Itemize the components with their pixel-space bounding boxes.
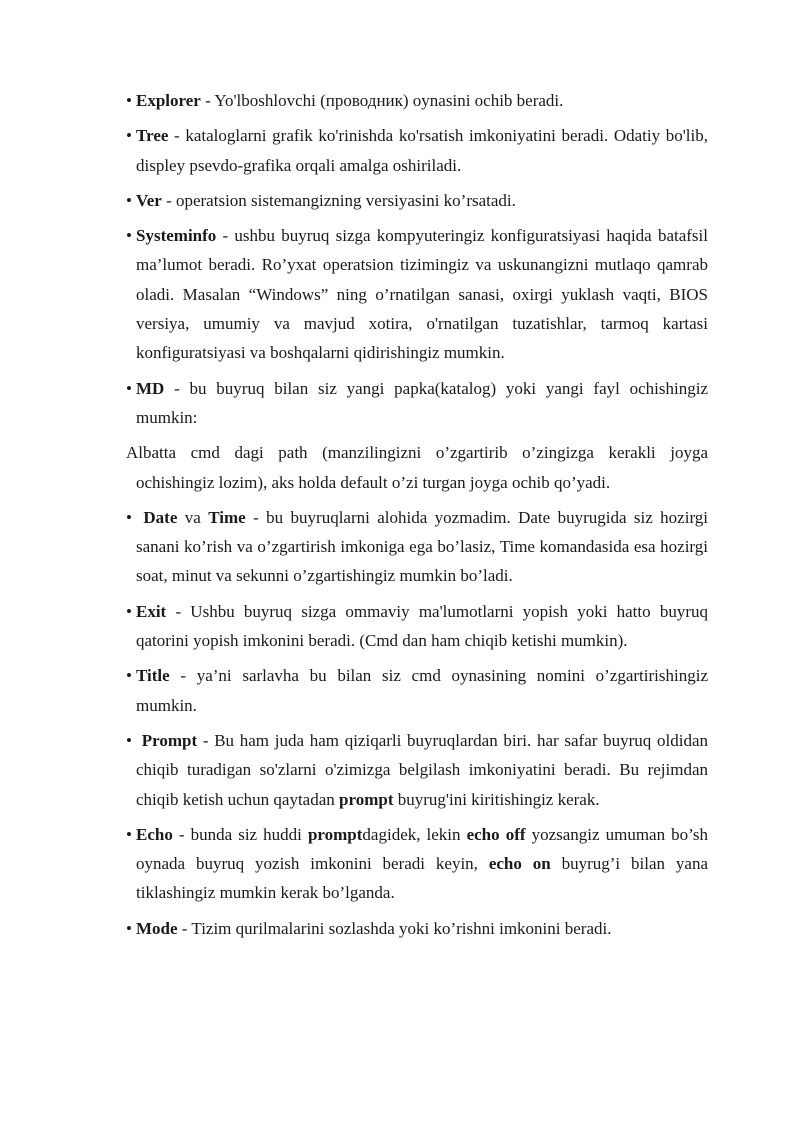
command-description: dagidek, lekin bbox=[362, 824, 467, 844]
command-description: - ushbu buyruq sizga kompyuteringiz konfiguratsiyasi haqida batafsil ma’lumot beradi. Ro’yxat operatsion tizimingiz va uskunangizni mutlaqo qamrab oladi. Masalan “Windows” ning o’rnatilgan sanasi, oxirgi yuklash vaqti, BIOS versiya, umumiy va mavjud xotira, o'rnatilgan tuzatishlar, tarmoq kartasi konfiguratsiyasi va boshqalarni qidirishingiz mumkin. bbox=[136, 226, 708, 363]
list-item-systeminfo bbox=[126, 221, 708, 367]
list-item-explorer bbox=[126, 86, 708, 115]
inline-command: prompt bbox=[339, 789, 394, 809]
command-name: Ver bbox=[136, 190, 162, 210]
list-item-echo bbox=[126, 820, 708, 908]
command-description: - bu buyruqlarni alohida yozmadim. Date buyrugida siz hozirgi sanani ko’rish va o’zgartirish imkoniga ega bo’lasiz, Time komandasida esa hozirgi soat, minut va sekunni o’zgartishingiz mumkin bo’ladi. bbox=[136, 507, 709, 586]
command-description: - kataloglarni grafik ko'rinishda ko'rsatish imkoniyatini beradi. Odatiy bo'lib, displey psevdo-grafika orqali amalga oshiriladi. bbox=[136, 126, 708, 175]
command-description: buyrug’i bilan yana tiklashingiz mumkin kerak bo’lganda. bbox=[136, 854, 708, 903]
command-name: MD bbox=[136, 378, 165, 398]
inline-command: prompt bbox=[307, 824, 363, 844]
command-name: Date bbox=[143, 507, 178, 527]
command-name: Systeminfo bbox=[136, 226, 217, 246]
list-item-date-time bbox=[126, 503, 708, 591]
list-item-tree bbox=[126, 121, 708, 180]
bullet: • bbox=[126, 918, 132, 938]
command-description: - operatsion sistemangizning versiyasini ko’rsatadi. bbox=[161, 190, 516, 210]
inline-command: echo on bbox=[488, 854, 551, 874]
list-item-prompt bbox=[126, 726, 708, 814]
list-item-mode bbox=[126, 914, 708, 943]
command-description: buyrug'ini kiritishingiz kerak. bbox=[393, 789, 600, 809]
command-name: Echo bbox=[136, 824, 173, 844]
command-name: Prompt bbox=[141, 730, 198, 750]
list-item-md bbox=[126, 374, 708, 433]
inline-command: echo off bbox=[466, 824, 526, 844]
bullet: • bbox=[126, 824, 132, 844]
command-description: - bunda siz huddi bbox=[172, 824, 308, 844]
command-name: Time bbox=[208, 507, 246, 527]
command-description: yozsangiz umuman bo’sh oynada buyruq yozish imkonini beradi keyin, bbox=[136, 824, 708, 874]
bullet: • bbox=[126, 666, 132, 686]
bullet: • bbox=[126, 226, 132, 246]
bullet: • bbox=[126, 91, 132, 110]
bullet: • bbox=[126, 730, 132, 750]
paragraph-path-note: Albatta cmd dagi path (manzilingizni o’zgartirib o’zingizga kerakli joyga ochishingiz lozim), aks holda default o’zi turgan joyga ochib qo’yadi. bbox=[126, 443, 708, 492]
command-description: - Bu ham juda ham qiziqarli buyruqlardan biri. har safar buyruq oldidan chiqib turadigan so'zlarni o'zimizga belgilash imkoniyatini beradi. Bu rejimdan chiqib ketish uchun qaytadan bbox=[136, 730, 708, 809]
command-description: - bu buyruq bilan siz yangi papka(katalog) yoki yangi fayl ochishingiz mumkin: bbox=[136, 378, 708, 427]
bullet: • bbox=[126, 507, 132, 527]
bullet: • bbox=[126, 126, 132, 146]
bullet: • bbox=[126, 601, 132, 621]
bullet: • bbox=[126, 190, 132, 210]
bullet: • bbox=[126, 378, 132, 398]
command-name: Exit bbox=[136, 601, 167, 621]
command-name: Title bbox=[136, 666, 170, 686]
command-name: Mode bbox=[136, 918, 178, 938]
command-description: - Tizim qurilmalarini sozlashda yoki ko’rishni imkonini beradi. bbox=[177, 918, 612, 938]
list-item-ver bbox=[126, 186, 708, 215]
command-description: - Ushbu buyruq sizga ommaviy ma'lumotlarni yopish yoki hatto buyruq qatorini yopish imkonini beradi. (Cmd dan ham chiqib ketishi mumkin). bbox=[136, 601, 708, 651]
command-description: - ya’ni sarlavha bu bilan siz cmd oynasining nomini o’zgartirishingiz mumkin. bbox=[136, 666, 708, 715]
command-name: Tree bbox=[136, 126, 169, 146]
list-item-exit bbox=[126, 597, 708, 656]
list-item-title bbox=[126, 661, 708, 720]
command-description: - Yo'lboshlovchi (проводник) oynasini ochib beradi. bbox=[200, 91, 564, 110]
command-name: Explorer bbox=[136, 91, 201, 110]
connector-text: va bbox=[177, 507, 209, 527]
